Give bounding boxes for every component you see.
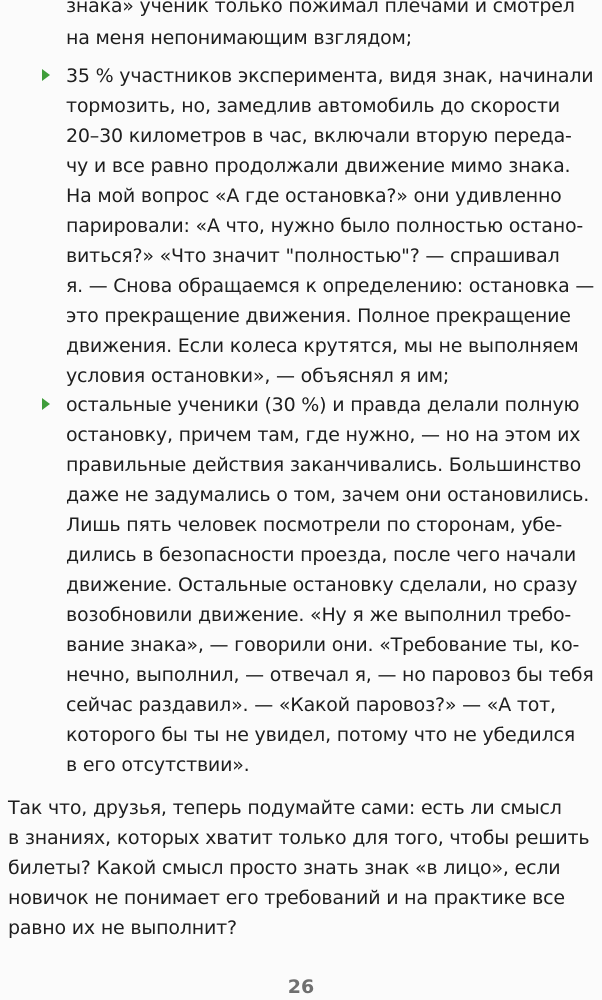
list-item-2-line-6: парировали: «А что, нужно было полностью остано- (66, 215, 584, 237)
page-number: 26 (287, 976, 315, 998)
list-item-2-line-10: движения. Если колеса крутятся, мы не выполняем (66, 335, 579, 357)
paragraph-line-4: новичок не понимает его требований и на практике все (8, 887, 565, 909)
paragraph-line-2: в знаниях, которых хватит только для того, чтобы решить (8, 827, 590, 849)
list-item-3-line-8: возобновили движение. «Ну я же выполнил требо- (66, 604, 572, 626)
list-item-2-line-9: это прекращение движения. Полное прекращение (66, 305, 571, 327)
list-item-3-line-7: движение. Остальные остановку сделали, но сразу (66, 574, 578, 596)
list-item-3-line-6: дились в безопасности проезда, после чего начали (66, 544, 577, 566)
paragraph-line-1: Так что, друзья, теперь подумайте сами: есть ли смысл (8, 797, 562, 819)
list-item-3-line-12: которого бы ты не увидел, потому что не убедился (66, 724, 576, 746)
list-item-2-line-1: 35 % участников эксперимента, видя знак, начинали (66, 65, 594, 87)
list-item-2-line-5: На мой вопрос «А где остановка?» они удивленно (66, 185, 562, 207)
list-item-3-line-4: даже не задумались о том, зачем они остановились. (66, 484, 590, 506)
list-item-2-line-2: тормозить, но, замедлив автомобиль до скорости (66, 95, 560, 117)
list-item-3-line-11: сейчас раздавил». — «Какой паровоз?» — «А тот, (66, 694, 556, 716)
list-item-3-line-9: вание знака», — говорили они. «Требование ты, ко- (66, 634, 580, 656)
list-item-2-line-7: виться?» «Что значит "полностью"? — спрашивал (66, 245, 560, 267)
paragraph-line-5: равно их не выполнит? (8, 917, 237, 939)
list-item-2-line-8: я. — Снова обращаемся к определению: остановка — (66, 275, 595, 297)
list-item-2-line-3: 20–30 километров в час, включали вторую переда- (66, 125, 572, 147)
list-item-3-line-10: нечно, выполнил, — отвечал я, — но паровоз бы тебя (66, 664, 594, 686)
list-item-3-line-5: Лишь пять человек посмотрели по сторонам, убе- (66, 514, 562, 536)
list-item-1-line-2: на меня непонимающим взглядом; (66, 27, 412, 49)
list-item-1-line-1: знака» ученик только пожимал плечами и смотрел (66, 0, 575, 17)
list-item-3-line-13: в его отсутствии». (66, 754, 250, 776)
bullet-marker-icon (42, 69, 50, 81)
bullet-marker-icon (42, 398, 50, 410)
list-item-2-line-11: условия остановки», — объяснял я им; (66, 365, 450, 387)
list-item-3-line-3: правильные действия заканчивались. Большинство (66, 454, 582, 476)
paragraph-line-3: билеты? Какой смысл просто знать знак «в лицо», если (8, 857, 561, 879)
list-item-3-line-1: остальные ученики (30 %) и правда делали полную (66, 394, 580, 416)
list-item-2-line-4: чу и все равно продолжали движение мимо знака. (66, 155, 571, 177)
list-item-3-line-2: остановку, причем там, где нужно, — но на этом их (66, 424, 581, 446)
